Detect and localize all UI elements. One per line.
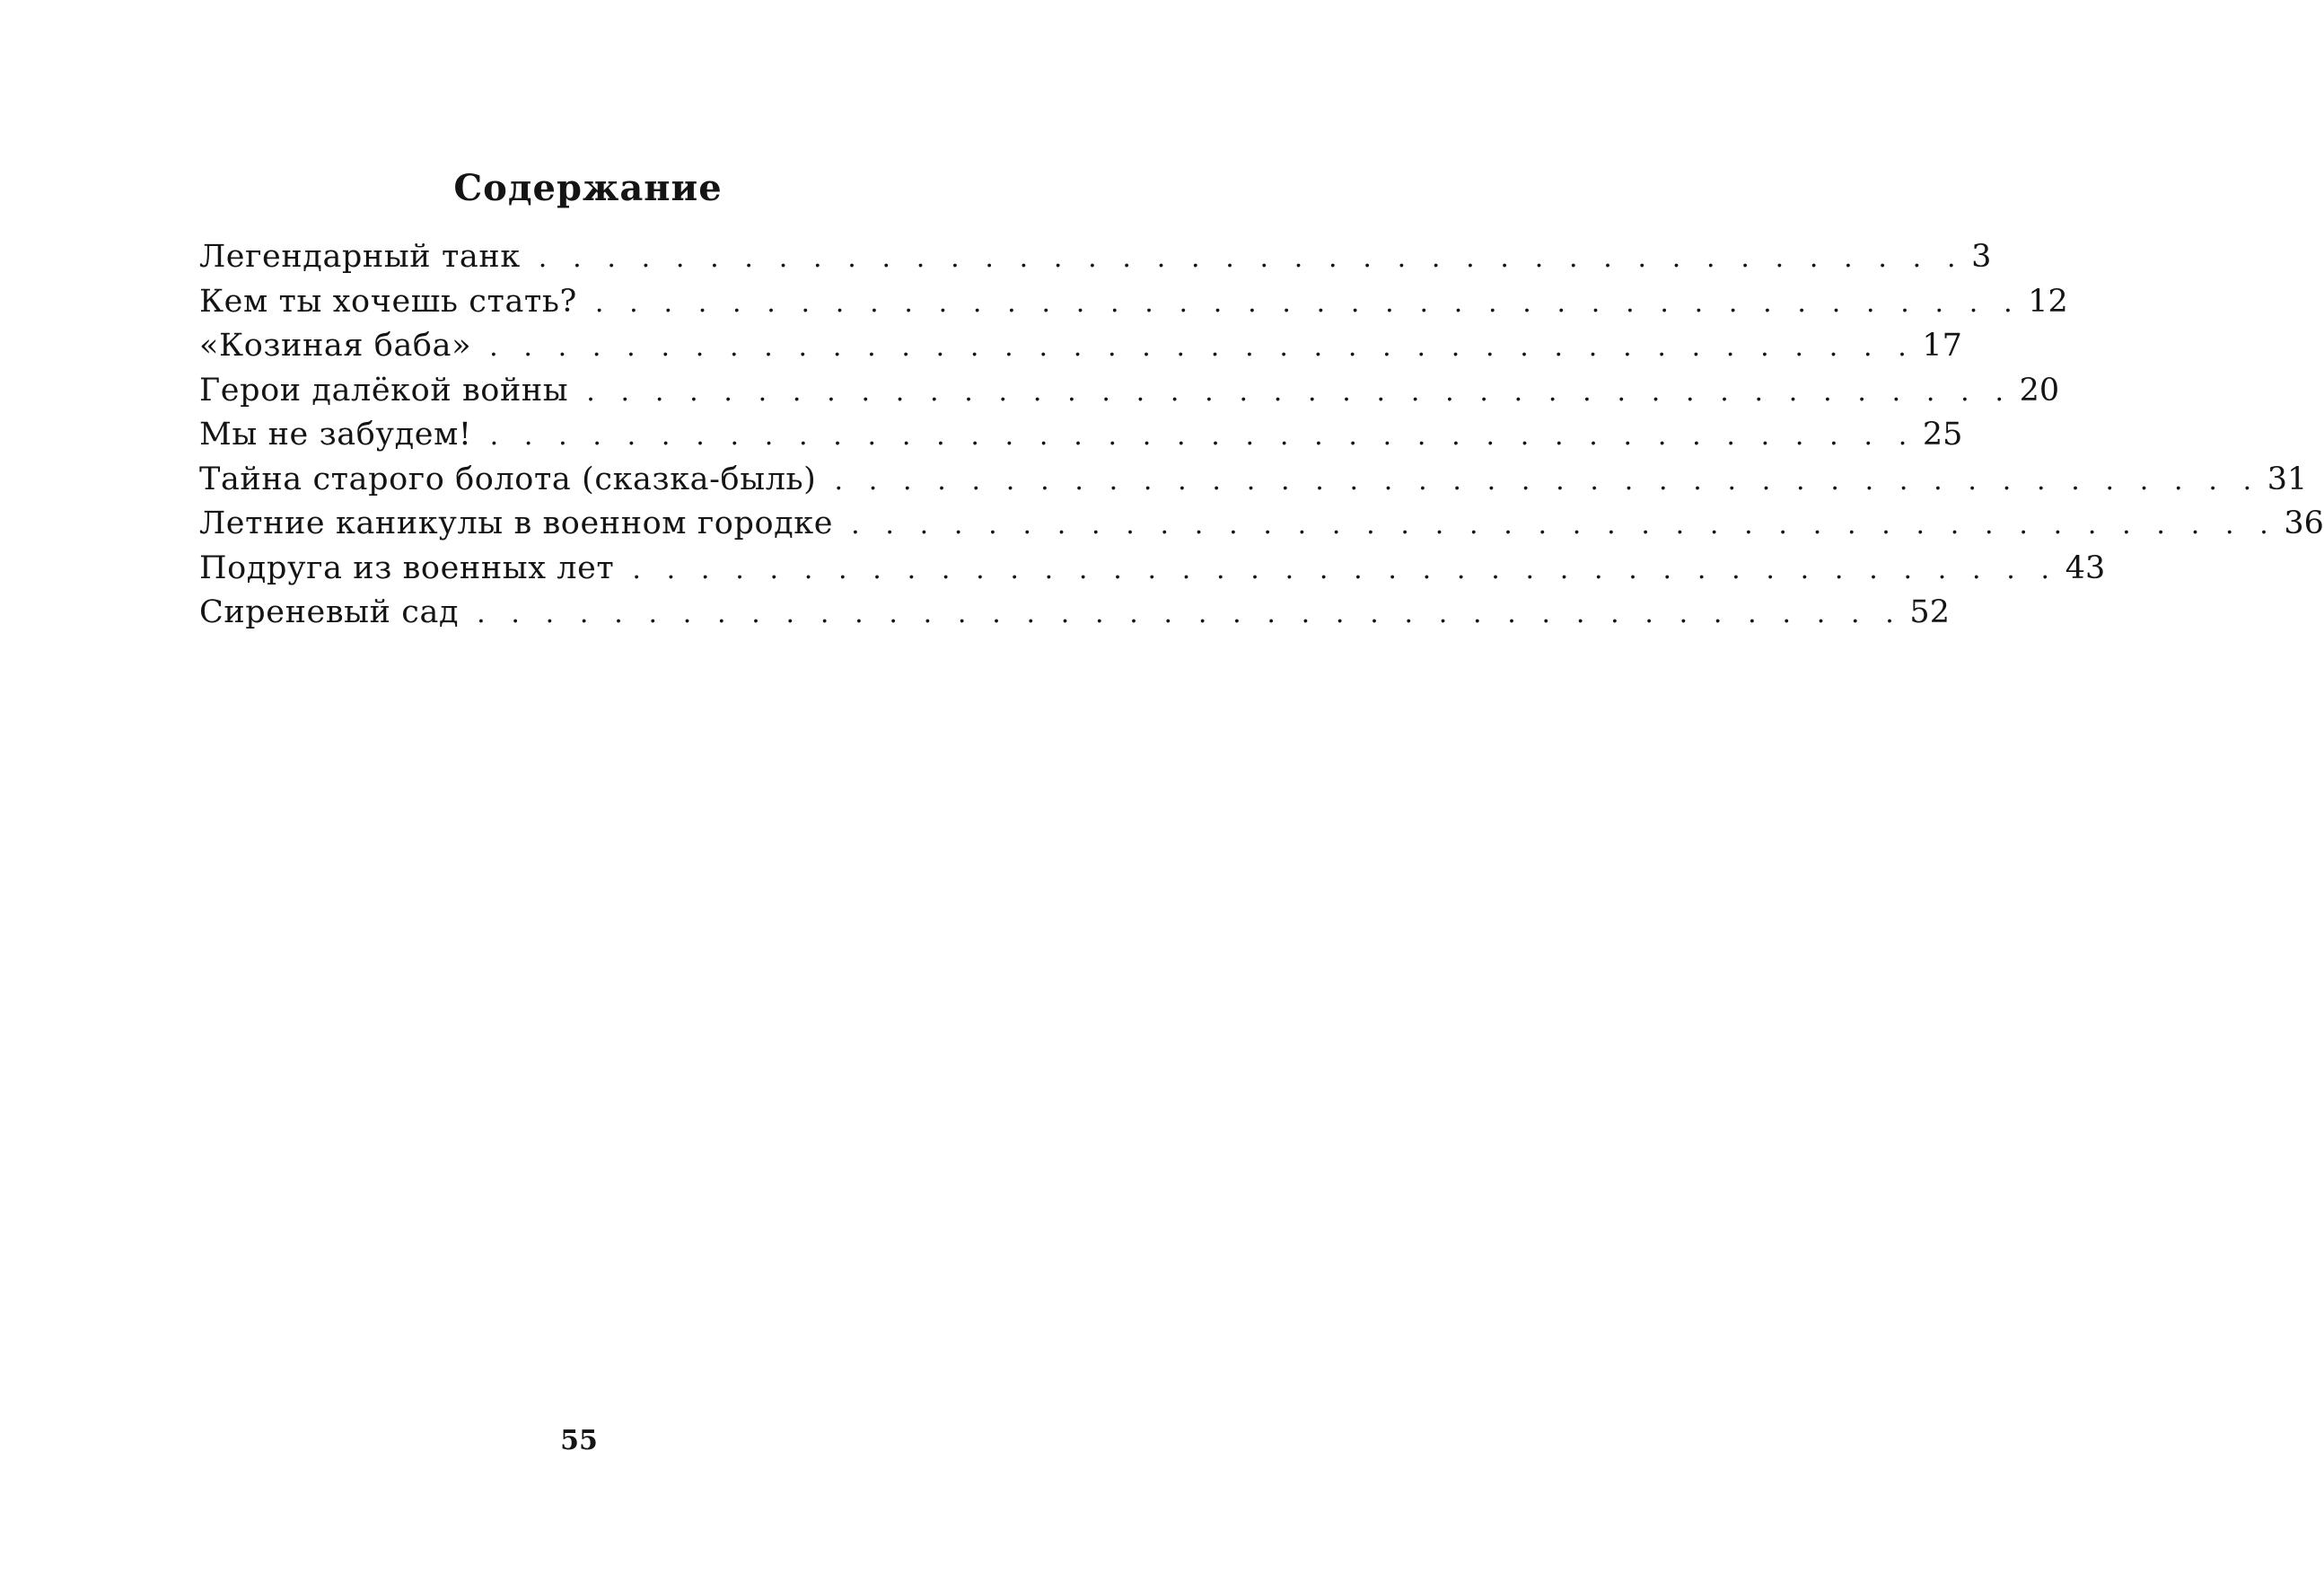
toc-entry[interactable] <box>199 413 1963 458</box>
toc-entry[interactable] <box>199 324 1962 369</box>
toc-entry[interactable] <box>199 502 2324 547</box>
toc-entry-page: 3 <box>1971 239 1992 275</box>
toc-entry-page: 25 <box>1922 417 1963 453</box>
toc-entry-title: Легендарный танк <box>199 239 521 275</box>
dot-leader: . . . . . . . . . . . . . . . . . . . . . . . . . . . . . . . . . . . . . . . . . . <box>851 509 2277 541</box>
dot-leader: . . . . . . . . . . . . . . . . . . . . . . . . . . . . . . . . . . . . . . . . . . <box>477 598 1903 629</box>
toc-entry-page: 43 <box>2065 549 2106 586</box>
toc-entry[interactable] <box>199 369 2060 414</box>
toc-entry[interactable] <box>199 458 2308 503</box>
toc-entry-page: 36 <box>2284 505 2324 541</box>
toc-entry-title: Летние каникулы в военном городке <box>199 505 834 541</box>
dot-leader: . . . . . . . . . . . . . . . . . . . . . . . . . . . . . . . . . . . . . . . . . . <box>594 286 2021 319</box>
dot-leader: . . . . . . . . . . . . . . . . . . . . . . . . . . . . . . . . . . . . . . . . . . <box>538 242 1965 274</box>
toc-entry-title: Мы не забудем! <box>199 417 472 453</box>
toc-entry[interactable] <box>199 280 2068 325</box>
toc-entry-page: 17 <box>1922 328 1962 364</box>
dot-leader: . . . . . . . . . . . . . . . . . . . . . . . . . . . . . . . . . . . . . . . . . . <box>489 331 1916 363</box>
dot-leader: . . . . . . . . . . . . . . . . . . . . . . . . . . . . . . . . . . . . . . . . . . <box>489 420 1916 452</box>
toc-entry-title: Герои далёкой войны <box>199 372 569 409</box>
table-of-contents <box>199 235 2324 636</box>
toc-entry[interactable] <box>199 591 1950 636</box>
toc-entry[interactable] <box>199 235 1992 280</box>
toc-entry-title: Кем ты хочешь стать? <box>199 283 577 320</box>
page-title: Содержание <box>453 166 723 209</box>
toc-entry-page: 52 <box>1909 594 1950 630</box>
dot-leader: . . . . . . . . . . . . . . . . . . . . . . . . . . . . . . . . . . . . . . . . . . <box>632 553 2058 585</box>
toc-entry-page: 20 <box>2019 372 2060 409</box>
dot-leader: . . . . . . . . . . . . . . . . . . . . . . . . . . . . . . . . . . . . . . . . . . <box>834 464 2260 497</box>
toc-entry-page: 31 <box>2267 461 2308 497</box>
toc-entry-title: «Козиная баба» <box>199 328 472 364</box>
page-number: 55 <box>560 1425 598 1456</box>
toc-entry-title: Подруга из военных лет <box>199 549 615 586</box>
toc-entry[interactable] <box>199 547 2106 592</box>
toc-entry-title: Тайна старого болота (сказка-быль) <box>199 461 817 497</box>
toc-entry-title: Сиреневый сад <box>199 594 460 630</box>
dot-leader: . . . . . . . . . . . . . . . . . . . . . . . . . . . . . . . . . . . . . . . . . . <box>586 375 2013 408</box>
toc-entry-page: 12 <box>2028 283 2068 320</box>
